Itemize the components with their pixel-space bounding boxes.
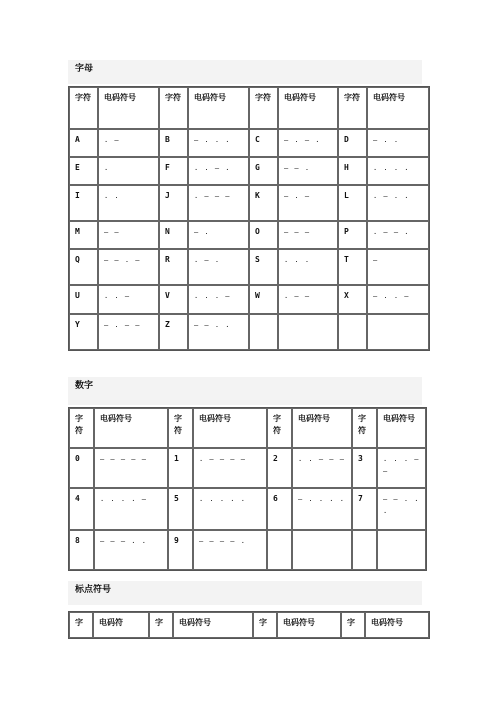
character-cell: I xyxy=(69,185,98,221)
header-code-cell: 电码符号 xyxy=(365,612,429,638)
character-cell: R xyxy=(159,249,188,285)
morse-code-cell: — — . — xyxy=(98,249,159,285)
character-cell: X xyxy=(338,285,367,314)
morse-code-cell: — xyxy=(367,249,429,285)
morse-code-cell: — . xyxy=(188,221,249,249)
character-cell: 3 xyxy=(352,448,377,488)
section-heading-letters: 字母 xyxy=(68,60,422,84)
character-cell: Q xyxy=(69,249,98,285)
morse-code-cell: — . . — xyxy=(367,285,429,314)
header-code-cell: 电码符 xyxy=(93,612,149,638)
character-cell: S xyxy=(249,249,278,285)
table-header-row xyxy=(69,612,429,638)
morse-code-cell: — . . xyxy=(367,129,429,157)
table-row xyxy=(69,530,426,570)
character-cell: 7 xyxy=(352,488,377,530)
character-cell: E xyxy=(69,157,98,185)
morse-code-cell: . . — xyxy=(98,285,159,314)
character-cell: 5 xyxy=(168,488,193,530)
morse-code-cell: . — . xyxy=(188,249,249,285)
morse-code-cell: — — . . . xyxy=(377,488,426,530)
header-code-cell: 电码符号 xyxy=(98,87,159,129)
letters-table xyxy=(68,86,430,351)
morse-code-cell xyxy=(278,314,338,350)
character-cell: Z xyxy=(159,314,188,350)
header-char-cell: 字 xyxy=(253,612,277,638)
morse-code-cell xyxy=(367,314,429,350)
table-header-row xyxy=(69,87,429,129)
morse-code-cell: — — — . . xyxy=(94,530,168,570)
header-char-cell: 字符 xyxy=(352,408,377,448)
morse-code-cell: . . — — — xyxy=(292,448,352,488)
character-cell xyxy=(267,530,292,570)
morse-code-cell: — . . . xyxy=(188,129,249,157)
table-row xyxy=(69,221,429,249)
character-cell: J xyxy=(159,185,188,221)
table-row xyxy=(69,157,429,185)
section-heading-digits: 数字 xyxy=(68,377,422,405)
character-cell: 9 xyxy=(168,530,193,570)
header-code-cell: 电码符号 xyxy=(292,408,352,448)
table-row xyxy=(69,488,426,530)
morse-code-cell: . — — — — xyxy=(193,448,267,488)
character-cell: B xyxy=(159,129,188,157)
character-cell: W xyxy=(249,285,278,314)
header-char-cell: 字符 xyxy=(338,87,367,129)
character-cell: 1 xyxy=(168,448,193,488)
character-cell: 4 xyxy=(69,488,94,530)
character-cell: U xyxy=(69,285,98,314)
header-char-cell: 字符 xyxy=(69,408,94,448)
header-char-cell: 字 xyxy=(69,612,93,638)
morse-code-cell: . . . . . xyxy=(193,488,267,530)
character-cell: N xyxy=(159,221,188,249)
character-cell: 0 xyxy=(69,448,94,488)
header-code-cell: 电码符号 xyxy=(278,87,338,129)
morse-code-cell: — — — xyxy=(278,221,338,249)
character-cell: T xyxy=(338,249,367,285)
table-header-row xyxy=(69,408,426,448)
morse-code-cell: — . — xyxy=(278,185,338,221)
table-row xyxy=(69,448,426,488)
character-cell: 2 xyxy=(267,448,292,488)
morse-code-cell xyxy=(377,530,426,570)
character-cell xyxy=(338,314,367,350)
morse-code-cell: . — xyxy=(98,129,159,157)
header-char-cell: 字 xyxy=(341,612,365,638)
character-cell: F xyxy=(159,157,188,185)
character-cell: V xyxy=(159,285,188,314)
header-char-cell: 字符 xyxy=(69,87,98,129)
header-code-cell: 电码符号 xyxy=(188,87,249,129)
header-char-cell: 字符 xyxy=(267,408,292,448)
morse-code-cell: — — . . xyxy=(188,314,249,350)
morse-code-cell: . . . — xyxy=(188,285,249,314)
table-row xyxy=(69,129,429,157)
header-char-cell: 字符 xyxy=(168,408,193,448)
morse-code-cell xyxy=(292,530,352,570)
morse-code-cell: . — — . xyxy=(367,221,429,249)
character-cell: O xyxy=(249,221,278,249)
morse-code-cell: — . — — xyxy=(98,314,159,350)
morse-code-cell: — — — — . xyxy=(193,530,267,570)
morse-code-cell: — . . . . xyxy=(292,488,352,530)
morse-code-cell: — . — . xyxy=(278,129,338,157)
morse-code-cell: — — . xyxy=(278,157,338,185)
character-cell: C xyxy=(249,129,278,157)
header-code-cell: 电码符号 xyxy=(277,612,341,638)
morse-code-cell: . . xyxy=(98,185,159,221)
table-row xyxy=(69,249,429,285)
morse-code-cell: . — . . xyxy=(367,185,429,221)
table-row xyxy=(69,185,429,221)
character-cell: P xyxy=(338,221,367,249)
character-cell: M xyxy=(69,221,98,249)
table-row xyxy=(69,314,429,350)
digits-table xyxy=(68,407,427,571)
header-code-cell: 电码符号 xyxy=(367,87,429,129)
header-char-cell: 字 xyxy=(149,612,173,638)
morse-code-cell: . . . — — xyxy=(377,448,426,488)
character-cell: A xyxy=(69,129,98,157)
character-cell: G xyxy=(249,157,278,185)
morse-code-cell: . — — xyxy=(278,285,338,314)
morse-code-cell: — — — — — xyxy=(94,448,168,488)
morse-code-cell: . . . . xyxy=(367,157,429,185)
punctuation-table xyxy=(68,611,430,639)
header-char-cell: 字符 xyxy=(159,87,188,129)
morse-code-cell: . . . . — xyxy=(94,488,168,530)
header-code-cell: 电码符号 xyxy=(377,408,426,448)
header-code-cell: 电码符号 xyxy=(173,612,253,638)
section-heading-punctuation: 标点符号 xyxy=(68,581,422,605)
character-cell: H xyxy=(338,157,367,185)
character-cell xyxy=(249,314,278,350)
morse-code-cell: — — xyxy=(98,221,159,249)
morse-code-cell: . . . xyxy=(278,249,338,285)
character-cell: Y xyxy=(69,314,98,350)
character-cell: D xyxy=(338,129,367,157)
header-code-cell: 电码符号 xyxy=(94,408,168,448)
header-char-cell: 字符 xyxy=(249,87,278,129)
character-cell: 8 xyxy=(69,530,94,570)
morse-code-cell: . xyxy=(98,157,159,185)
table-row xyxy=(69,285,429,314)
character-cell: 6 xyxy=(267,488,292,530)
character-cell xyxy=(352,530,377,570)
character-cell: K xyxy=(249,185,278,221)
morse-code-cell: . — — — xyxy=(188,185,249,221)
character-cell: L xyxy=(338,185,367,221)
header-code-cell: 电码符号 xyxy=(193,408,267,448)
morse-code-cell: . . — . xyxy=(188,157,249,185)
